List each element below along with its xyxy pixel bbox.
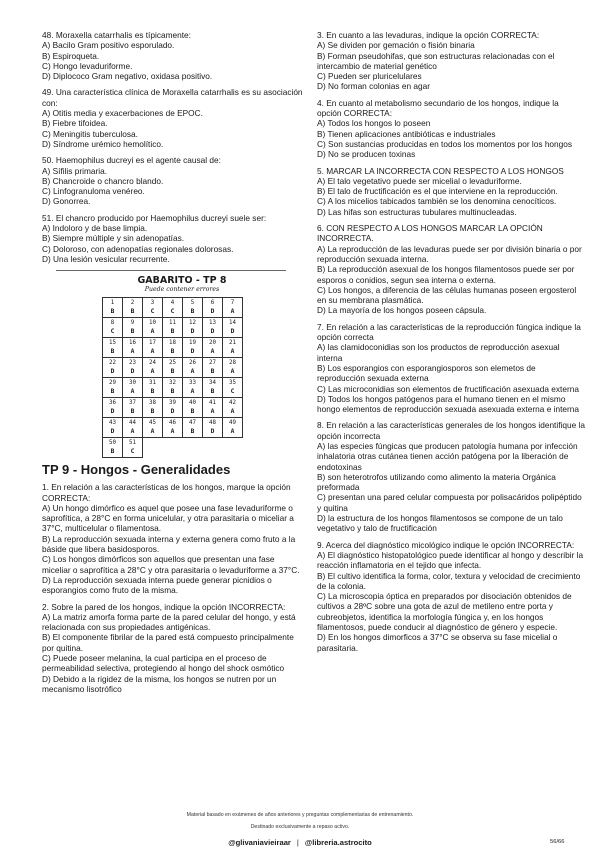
answer-option: A) las especies fúngicas que producen patología humana por infección inhalatoria otras cutánea tienen acción patógena por la liberación de endotoxinas <box>317 440 578 472</box>
separator: | <box>296 838 299 847</box>
answer-letter: B <box>130 327 135 335</box>
answer-option: D) Diplococo Gram negativo, oxidasa positivo. <box>42 71 213 82</box>
answer-letter: A <box>210 347 215 355</box>
answer-key-cell <box>183 298 203 318</box>
answer-option: A) El talo vegetativo puede ser micelial o levaduriforme. <box>317 175 522 186</box>
answer-letter: D <box>190 347 195 355</box>
answer-letter: B <box>190 307 195 315</box>
answer-letter: A <box>130 427 135 435</box>
question-number: 39 <box>169 400 176 407</box>
answer-letter: A <box>230 407 235 415</box>
answer-key-cell <box>183 418 203 438</box>
question-number: 22 <box>109 360 116 367</box>
question-number: 42 <box>229 400 236 407</box>
answer-key-cell <box>123 418 143 438</box>
answer-option: D) la estructura de los hongos filamentosos se compone de un talo vegetativo y talo de fructificación <box>317 513 563 534</box>
question-stem: 50. Haemophilus ducreyi es el agente causal de: <box>42 155 221 166</box>
answer-letter: D <box>110 367 115 375</box>
question-number: 50 <box>109 440 116 447</box>
answer-letter: C <box>230 387 235 395</box>
answer-letter: A <box>170 427 175 435</box>
answer-key-cell <box>103 358 123 378</box>
question <box>42 30 304 81</box>
answer-letter: C <box>170 307 175 315</box>
question-number: 35 <box>229 380 236 387</box>
answer-option: C) Las microconidias son elementos de fructificación asexuada externa <box>317 383 579 394</box>
answer-key-cell <box>163 298 183 318</box>
answer-letter: A <box>230 307 235 315</box>
answer-key-cell <box>143 378 163 398</box>
answer-letter: D <box>210 427 215 435</box>
answer-key-cell <box>163 418 183 438</box>
answer-letter: C <box>110 327 115 335</box>
question-number: 2 <box>130 300 135 307</box>
answer-letter: B <box>170 327 175 335</box>
answer-letter: D <box>190 327 195 335</box>
answer-letter: B <box>150 407 155 415</box>
answer-letter: C <box>150 307 155 315</box>
question <box>42 602 304 695</box>
question <box>317 166 585 217</box>
question-number: 47 <box>189 420 196 427</box>
answer-key-cell <box>223 358 243 378</box>
answer-key-cell <box>223 298 243 318</box>
answer-key-cell <box>223 418 243 438</box>
question-number: 9 <box>130 320 135 327</box>
question <box>42 87 304 149</box>
question-number: 36 <box>109 400 116 407</box>
question-number: 7 <box>230 300 235 307</box>
question-number: 41 <box>209 400 216 407</box>
answer-letter: D <box>110 407 115 415</box>
answer-option: C) Los hongos, a diferencia de las células humanas poseen ergosterol en su membrana plasmática. <box>317 284 577 306</box>
question-number: 27 <box>209 360 216 367</box>
answer-option: A) Sífilis primaria. <box>42 165 108 176</box>
left-column <box>42 30 304 700</box>
answer-option: D) La reproducción sexuada interna puede generar picnidios o esporangios como fruto de la misma. <box>42 574 272 596</box>
question-number: 49 <box>229 420 236 427</box>
answer-option: C) Los hongos dimórficos son aquellos que presentan una fase miceliar o saprofítica a 28°C y otra parasitaria o levaduriforme a 37°C. <box>42 554 300 575</box>
answer-key-cell <box>203 338 223 358</box>
question <box>42 155 304 206</box>
answer-option: A) Se dividen por gemación o fisión binaria <box>317 40 475 51</box>
question-number: 21 <box>229 340 236 347</box>
answer-option: D) Una lesión vesicular recurrente. <box>42 253 170 264</box>
answer-option: D) Síndrome urémico hemolítico. <box>42 138 164 149</box>
answer-option: B) El componente fibrilar de la pared está compuesto principalmente por quitina. <box>42 632 294 653</box>
question-number: 34 <box>209 380 216 387</box>
question-number: 10 <box>149 320 156 327</box>
question-stem: 48. Moraxella catarrhalis es típicamente: <box>42 30 191 40</box>
right-column <box>317 30 585 659</box>
answer-key-cell <box>123 298 143 318</box>
question <box>317 223 585 316</box>
answer-key-cell <box>203 398 223 418</box>
answer-key-cell <box>103 418 123 438</box>
answer-key-cell <box>123 318 143 338</box>
answer-letter: B <box>110 447 115 455</box>
answer-option: C) Hongo levaduriforme. <box>42 60 133 71</box>
answer-letter: B <box>210 387 215 395</box>
answer-letter: B <box>190 407 195 415</box>
answer-key-grid <box>102 297 243 458</box>
answer-key-cell <box>163 378 183 398</box>
answer-letter: A <box>150 327 155 335</box>
question-stem: 49. Una característica clínica de Moraxella catarrhalis es su asociación con: <box>42 87 303 108</box>
answer-letter: B <box>170 367 175 375</box>
answer-letter: A <box>190 387 195 395</box>
question-list <box>42 482 304 694</box>
answer-letter: A <box>230 347 235 355</box>
answer-letter: A <box>150 367 155 375</box>
answer-key-cell <box>163 358 183 378</box>
answer-option: A) La matriz amorfa forma parte de la pared celular del hongo, y está relacionada con sus propiedades antigénicas. <box>42 611 296 633</box>
handle-link[interactable]: @libreria.astrocito <box>304 838 372 847</box>
answer-option: A) Indoloro y de base limpia. <box>42 223 148 234</box>
divider <box>56 270 286 271</box>
question-number: 45 <box>149 420 156 427</box>
answer-key-cell <box>203 418 223 438</box>
question <box>317 420 585 533</box>
question-stem: 8. En relación a las características generales de los hongos identifique la opción incorrecta <box>317 420 585 441</box>
answer-option: A) La reproducción de las levaduras puede ser por división binaria o por reproducción sexuada interna. <box>317 243 582 264</box>
question-number: 6 <box>210 300 215 307</box>
answer-letter: A <box>210 407 215 415</box>
question-stem: 6. CON RESPECTO A LOS HONGOS MARCAR LA OPCIÓN INCORRECTA. <box>317 223 543 244</box>
answer-key-cell <box>103 318 123 338</box>
question-number: 46 <box>169 420 176 427</box>
answer-key-cell <box>103 298 123 318</box>
question-stem: 51. El chancro producido por Haemophilus ducreyi suele ser: <box>42 212 267 223</box>
answer-key-cell <box>123 398 143 418</box>
question-stem: 1. En relación a las características de los hongos, marque la opción CORRECTA: <box>42 482 291 503</box>
answer-letter: D <box>170 407 175 415</box>
answer-letter: D <box>110 427 115 435</box>
footer-note: Material basado en exámenes de años anteriores y preguntas complementarias de entrenamiento. <box>186 812 414 818</box>
question-stem: 7. En relación a las características de la reproducción fúngica indique la opción correcta <box>317 321 581 343</box>
answer-key-cell <box>143 318 163 338</box>
answer-letter: D <box>230 327 235 335</box>
answer-option: D) No se producen toxinas <box>317 149 416 160</box>
answer-option: A) las clamidoconidias son los productos de reproducción asexual interna <box>317 342 560 363</box>
answer-option: C) Puede poseer melanina, la cual participa en el proceso de permeabilidad selectiva, protegiendo al hongo del shock osmótico <box>42 652 285 674</box>
answer-key-cell <box>203 378 223 398</box>
answer-option: A) Un hongo dimórfico es aquel que posee una fase levaduriforme o saprofítica, a 28°C en forma unicelular, y otra parasitaria o miceliar a 37°C, multicelular o filamentosa. <box>42 502 294 534</box>
question-number: 18 <box>169 340 176 347</box>
answer-key-cell <box>223 338 243 358</box>
answer-key <box>102 275 262 458</box>
answer-letter: D <box>210 327 215 335</box>
answer-key-cell <box>103 438 123 458</box>
question-number: 40 <box>189 400 196 407</box>
question-stem: 9. Acerca del diagnóstico micológico indique le opción INCORRECTA: <box>317 539 575 550</box>
answer-option: B) Chancroide o chancro blando. <box>42 175 164 186</box>
answer-letter: B <box>170 387 175 395</box>
answer-key-cell <box>223 378 243 398</box>
question-number: 14 <box>229 320 236 327</box>
page-number: 56/66 <box>550 839 565 845</box>
question-number: 33 <box>189 380 196 387</box>
answer-letter: D <box>210 307 215 315</box>
answer-option: B) Los esporangios con esporangiosporos son elemetos de reproducción sexuada externa <box>317 362 536 384</box>
question-number: 3 <box>150 300 155 307</box>
answer-letter: A <box>230 367 235 375</box>
answer-option: B) son heterotrofos utilizando como alimento la materia Orgánica preformada <box>317 471 556 493</box>
answer-letter: A <box>150 427 155 435</box>
answer-letter: B <box>110 347 115 355</box>
answer-option: B) Forman pseudohifas, que son estructuras relacionadas con el intercambio de material genético <box>317 50 555 71</box>
question-list <box>317 30 585 653</box>
question-number: 29 <box>109 380 116 387</box>
question-number: 5 <box>190 300 195 307</box>
answer-option: C) Son sustancias producidas en todos los momentos por los hongos <box>317 138 573 149</box>
answer-option: D) En los hongos dimorficos a 37°C se observa su fase micelial o parasitaria. <box>317 632 558 653</box>
answer-key-cell <box>143 398 163 418</box>
answer-option: B) La reproducción asexual de los hongos filamentosos puede ser por esporos o conidios, segun sea interna o externa. <box>317 264 575 285</box>
answer-letter: B <box>150 387 155 395</box>
question-number: 16 <box>129 340 136 347</box>
answer-option: C) A los micelios tabicados también se los denomina cenocíticos. <box>317 196 557 207</box>
question-number: 43 <box>109 420 116 427</box>
answer-letter: B <box>130 307 135 315</box>
question <box>317 98 585 160</box>
question-number: 8 <box>110 320 115 327</box>
question-list <box>42 30 304 264</box>
question-number: 20 <box>209 340 216 347</box>
answer-key-title: GABARITO - TP 8 <box>137 275 227 287</box>
question-stem: 4. En cuanto al metabolismo secundario de los hongos, indique la opción CORRECTA: <box>317 97 559 119</box>
question-number: 30 <box>129 380 136 387</box>
answer-option: B) La reproducción sexuada interna y externa genera como fruto a la básidе que libera basidosporos. <box>42 533 296 555</box>
answer-key-cell <box>183 358 203 378</box>
answer-option: C) Meningitis tuberculosa. <box>42 128 138 139</box>
question-number: 15 <box>109 340 116 347</box>
question-number: 11 <box>169 320 176 327</box>
answer-option: A) Otitis media y exacerbaciones de EPOC. <box>42 108 203 119</box>
question-number: 48 <box>209 420 216 427</box>
question-number: 12 <box>189 320 196 327</box>
answer-letter: C <box>130 447 135 455</box>
answer-key-cell <box>223 318 243 338</box>
answer-option: B) Fiebre tifoidea. <box>42 118 108 129</box>
answer-option: C) La microscopia óptica en preparados por disociación obtenidos de cultivos a 28ºC sobre una gota de azul de metileno entre porta y cubreobjetos, identifica la morfología fúngica y, en los hongos filamentosos, puede conducir al diagnóstico de género y especie. <box>317 591 572 633</box>
question-number: 31 <box>149 380 156 387</box>
answer-letter: A <box>150 347 155 355</box>
answer-option: A) Todos los hongos lo poseen <box>317 118 431 129</box>
answer-option: C) Linfogranuloma venéreo. <box>42 186 145 197</box>
question-number: 13 <box>209 320 216 327</box>
answer-option: D) Debido a la rigidez de la misma, los hongos se nutren por un mecanismo lisotrófico <box>42 673 277 694</box>
answer-key-cell <box>143 338 163 358</box>
answer-key-cell <box>123 438 143 458</box>
answer-option: B) El talo de fructificación es el que interviene en la reproducción. <box>317 186 558 197</box>
answer-key-cell <box>103 378 123 398</box>
answer-key-cell <box>183 318 203 338</box>
answer-letter: B <box>170 347 175 355</box>
answer-key-cell <box>223 398 243 418</box>
question-stem: 2. Sobre la pared de los hongos, indique la opción INCORRECTA: <box>42 601 286 612</box>
answer-letter: A <box>190 367 195 375</box>
answer-option: B) Espiroqueta. <box>42 50 100 61</box>
question <box>42 482 304 595</box>
answer-key-cell <box>143 298 163 318</box>
answer-option: A) El diagnóstico histopatológico puede identificar al hongo y describir la reacción inflamatoria en el tejido que infecta. <box>317 549 584 571</box>
answer-letter: B <box>210 367 215 375</box>
question-number: 19 <box>189 340 196 347</box>
answer-letter: B <box>130 407 135 415</box>
question-number: 25 <box>169 360 176 367</box>
footer-note: Destinado exclusivamente a repaso activo. <box>250 824 350 830</box>
answer-key-cell <box>183 398 203 418</box>
answer-letter: A <box>230 427 235 435</box>
question-number: 23 <box>129 360 136 367</box>
footer-handles <box>0 838 600 847</box>
question-number: 17 <box>149 340 156 347</box>
answer-key-cell <box>123 338 143 358</box>
answer-option: C) presentan una pared celular compuesta por polisacáridos polipéptido y quitina <box>317 492 582 513</box>
question-number: 32 <box>169 380 176 387</box>
answer-key-cell <box>143 418 163 438</box>
question-number: 38 <box>149 400 156 407</box>
question <box>42 213 304 264</box>
answer-key-cell <box>203 358 223 378</box>
question-stem: 3. En cuanto a las levaduras, indique la opción CORRECTA: <box>317 30 540 40</box>
answer-option: B) El cultivo identifica la forma, color, textura y velocidad de crecimiento de la colonia. <box>317 570 581 591</box>
answer-key-cell <box>103 338 123 358</box>
answer-option: C) Doloroso, con adenopatías regionales dolorosas. <box>42 243 234 254</box>
answer-option: C) Pueden ser pluricelulares <box>317 71 422 82</box>
question <box>317 540 585 653</box>
answer-key-cell <box>163 398 183 418</box>
answer-option: D) Gonorrea. <box>42 196 91 207</box>
question-number: 26 <box>189 360 196 367</box>
answer-letter: B <box>110 387 115 395</box>
answer-letter: A <box>130 387 135 395</box>
question <box>317 322 585 415</box>
answer-key-cell <box>163 318 183 338</box>
answer-key-cell <box>163 338 183 358</box>
answer-key-cell <box>123 378 143 398</box>
question-number: 51 <box>129 440 136 447</box>
answer-option: B) Siempre múltiple y sin adenopatías. <box>42 233 185 244</box>
answer-key-cell <box>103 398 123 418</box>
answer-letter: A <box>130 347 135 355</box>
question-number: 1 <box>110 300 115 307</box>
answer-key-cell <box>143 358 163 378</box>
question <box>317 30 585 92</box>
answer-option: D) La mayoría de los hongos poseen cápsula. <box>317 305 487 316</box>
answer-letter: B <box>190 427 195 435</box>
question-number: 24 <box>149 360 156 367</box>
answer-option: A) Bacilo Gram positivo esporulado. <box>42 40 175 51</box>
answer-option: D) Todos los hongos patógenos para el humano tienen en el mismo hongo elementos de reproducción sexuada asexuada externa e interna <box>317 393 579 415</box>
question-number: 44 <box>129 420 136 427</box>
answer-key-cell <box>123 358 143 378</box>
question-stem: 5. MARCAR LA INCORRECTA CON RESPECTO A LOS HONGOS <box>317 165 564 176</box>
question-number: 28 <box>229 360 236 367</box>
answer-letter: D <box>130 367 135 375</box>
answer-key-cell <box>183 378 203 398</box>
answer-letter: B <box>110 307 115 315</box>
handle-link[interactable]: @glivaniavieiraar <box>228 838 291 847</box>
answer-option: D) Las hifas son estructuras tubulares multinucleadas. <box>317 206 517 217</box>
answer-key-cell <box>183 338 203 358</box>
question-number: 37 <box>129 400 136 407</box>
answer-option: D) No forman colonias en agar <box>317 81 430 92</box>
question-number: 4 <box>170 300 175 307</box>
answer-key-cell <box>203 298 223 318</box>
answer-key-cell <box>203 318 223 338</box>
answer-option: B) Tienen aplicaciones antibióticas e industriales <box>317 128 496 139</box>
section-title: TP 9 - Hongos - Generalidades <box>42 462 231 478</box>
answer-key-subtitle: Puede contener errores <box>144 286 220 294</box>
